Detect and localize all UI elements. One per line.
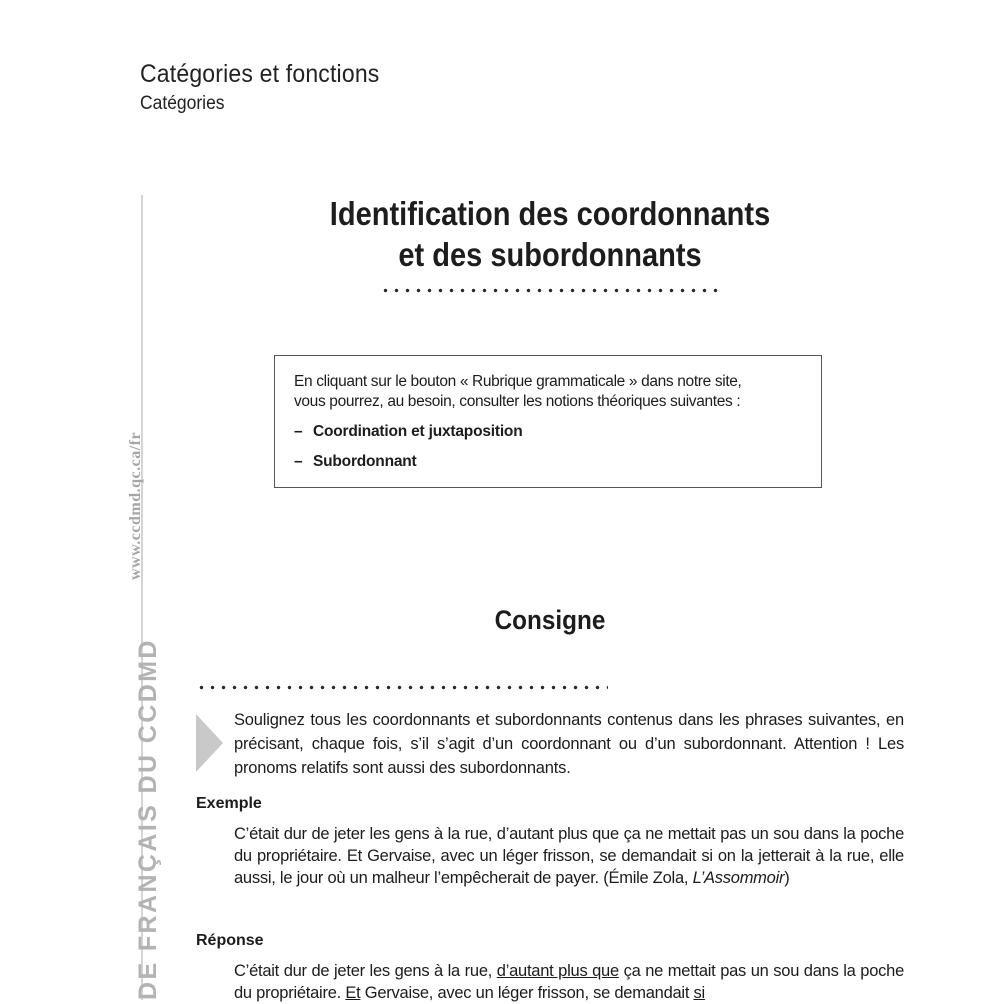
spine-url-text: www.ccdmd.qc.ca/fr: [127, 431, 144, 580]
arrow-right-icon: [196, 714, 223, 772]
underlined-subordonnant: si: [693, 984, 705, 1002]
reponse-seg: Gervaise, avec un léger frisson, se demandait: [360, 984, 694, 1002]
info-intro-line-1: En cliquant sur le bouton « Rubrique grammaticale » dans notre site,: [294, 373, 742, 390]
section-subtitle: Catégories: [140, 93, 225, 114]
list-dash: –: [294, 423, 303, 440]
info-item-coordination: [294, 422, 821, 442]
reponse-label: Réponse: [196, 932, 264, 949]
info-intro-line-2: vous pourrez, au besoin, consulter les notions théoriques suivantes :: [294, 393, 741, 410]
exemple-source-close: ): [784, 869, 790, 887]
info-box: [274, 355, 822, 488]
consigne-heading: Consigne: [494, 605, 606, 635]
exemple-body: C’était dur de jeter les gens à la rue, d’autant plus que ça ne mettait pas un sou dans la poche du propriétaire. Et Gervaise, avec un léger frisson, se demandait si on la jetterait à la rue, elle aussi, le jour où un malheur l’empêcherait de payer. (Émile Zola,: [234, 825, 904, 887]
reponse-seg: ça ne mettait pas un sou dans la poche du propriétaire.: [234, 962, 904, 1002]
page-title: [242, 193, 858, 275]
info-intro: [294, 372, 821, 412]
info-item-label: Coordination et juxtaposition: [313, 423, 523, 440]
info-item-label: Subordonnant: [313, 453, 417, 470]
reponse-text: [234, 960, 904, 1004]
consigne-instructions: Soulignez tous les coordonnants et subordonnants contenus dans les phrases suivantes, en précisant, chaque fois, s’il s’agit d’un coordonnant ou d’un subordonnant. Attention ! Les pronoms relatifs sont aussi des subordonnants.: [234, 711, 904, 777]
reponse-seg: C’était dur de jeter les gens à la rue,: [234, 962, 497, 980]
info-item-subordonnant: [294, 452, 821, 472]
section-title: Catégories et fonctions: [140, 60, 380, 88]
spine-brand-text: DE FRANÇAIS DU CCDMD: [134, 638, 162, 1000]
exemple-source-title: L’Assommoir: [692, 869, 785, 887]
exemple-text: [234, 823, 904, 889]
list-dash: –: [294, 453, 303, 470]
exemple-label: Exemple: [196, 795, 262, 812]
page-title-line-2: et des subordonnants: [398, 236, 702, 273]
page-title-line-1: Identification des coordonnants: [329, 195, 771, 232]
underlined-coordonnant: Et: [345, 984, 361, 1002]
underlined-subordonnant: d’autant plus que: [496, 962, 619, 980]
consigne-dotted-divider: [196, 685, 608, 690]
title-dotted-divider: [380, 288, 722, 293]
